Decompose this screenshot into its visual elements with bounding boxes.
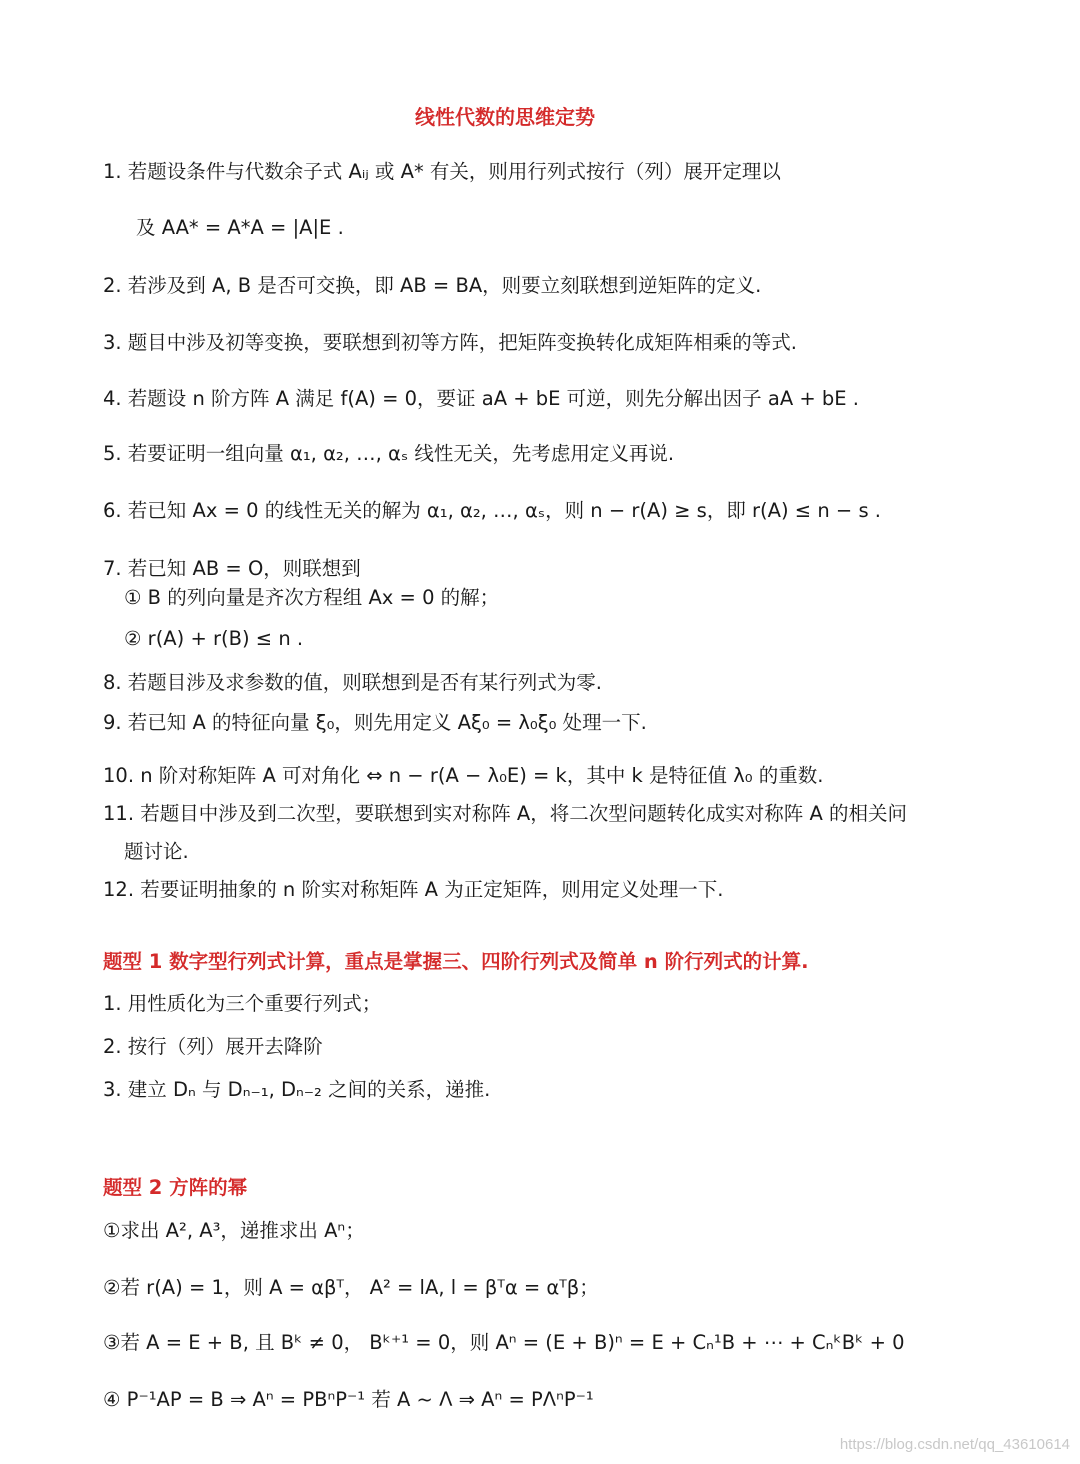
list-item: ③若 A = E + B, 且 Bᵏ ≠ 0， Bᵏ⁺¹ = 0，则 Aⁿ = (E + B)ⁿ = E + Cₙ¹B + ⋯ + CₙᵏBᵏ + 0 [103, 1331, 905, 1354]
list-item: 10. n 阶对称矩阵 A 可对角化 ⇔ n − r(A − λ₀E) = k，其中 k 是特征值 λ₀ 的重数. [103, 764, 824, 787]
list-item: 8. 若题目涉及求参数的值，则联想到是否有某行列式为零. [103, 671, 603, 694]
list-item: 4. 若题设 n 阶方阵 A 满足 f(A) = 0，要证 aA + bE 可逆，则先分解出因子 aA + bE . [103, 387, 859, 410]
list-item: 1. 用性质化为三个重要行列式； [103, 992, 382, 1015]
section-heading-type2: 题型 2 方阵的幂 [103, 1176, 248, 1199]
list-item: 12. 若要证明抽象的 n 阶实对称矩阵 A 为正定矩阵，则用定义处理一下. [103, 878, 724, 901]
list-item: 5. 若要证明一组向量 α₁, α₂, …, αₛ 线性无关，先考虑用定义再说. [103, 442, 675, 465]
list-item: 2. 按行（列）展开去降阶 [103, 1035, 323, 1058]
list-item: 2. 若涉及到 A, B 是否可交换，即 AB = BA，则要立刻联想到逆矩阵的定义. [103, 274, 762, 297]
list-item: 6. 若已知 Ax = 0 的线性无关的解为 α₁, α₂, …, αₛ，则 n − r(A) ≥ s，即 r(A) ≤ n − s . [103, 499, 882, 522]
list-item: ①求出 A², A³，递推求出 Aⁿ； [103, 1219, 365, 1242]
list-item: ④ P⁻¹AP = B ⇒ Aⁿ = PBⁿP⁻¹ 若 A ~ Λ ⇒ Aⁿ = PΛⁿP⁻¹ [103, 1388, 594, 1411]
watermark: https://blog.csdn.net/qq_43610614 [839, 1436, 1070, 1453]
list-item: 1. 若题设条件与代数余子式 Aᵢⱼ 或 A* 有关，则用行列式按行（列）展开定理以 [103, 160, 781, 183]
list-item: 7. 若已知 AB = O，则联想到 [103, 557, 361, 580]
list-item: ② r(A) + r(B) ≤ n . [124, 627, 304, 650]
list-item: 题讨论. [124, 840, 189, 863]
list-item: 3. 题目中涉及初等变换，要联想到初等方阵，把矩阵变换转化成矩阵相乘的等式. [103, 331, 798, 354]
page-title: 线性代数的思维定势 [415, 105, 595, 129]
list-item: 9. 若已知 A 的特征向量 ξ₀，则先用定义 Aξ₀ = λ₀ξ₀ 处理一下. [103, 711, 647, 734]
section-heading-type1: 题型 1 数字型行列式计算，重点是掌握三、四阶行列式及简单 n 阶行列式的计算. [103, 950, 809, 973]
list-item: 3. 建立 Dₙ 与 Dₙ₋₁, Dₙ₋₂ 之间的关系，递推. [103, 1078, 491, 1101]
list-item: ②若 r(A) = 1，则 A = αβᵀ， A² = lA, l = βᵀα = αᵀβ； [103, 1276, 599, 1299]
list-item: 11. 若题目中涉及到二次型，要联想到实对称阵 A，将二次型问题转化成实对称阵 A 的相关问 [103, 802, 907, 825]
list-item: ① B 的列向量是齐次方程组 Ax = 0 的解； [124, 586, 500, 609]
list-item: 及 AA* = A*A = |A|E . [136, 216, 344, 239]
